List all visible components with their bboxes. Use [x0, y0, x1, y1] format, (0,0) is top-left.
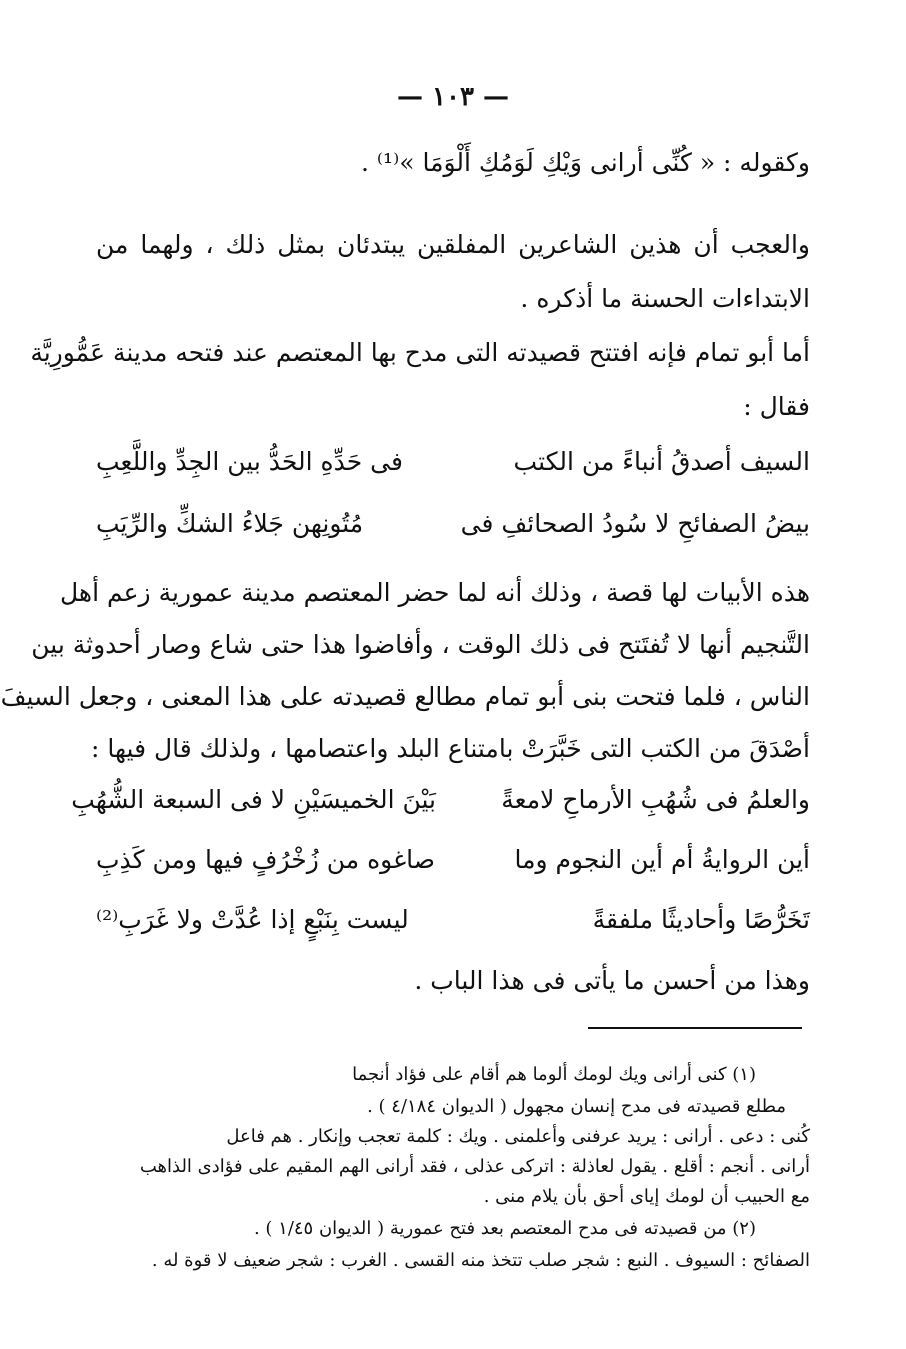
verse-second-hemistich: مُتُونِهن جَلاءُ الشكِّ والرِّيَبِ: [96, 509, 364, 538]
verse-line: [96, 900, 810, 940]
paragraph-line: أصْدَقَ من الكتب التى خَبَّرَتْ بامتناع البلد واعتصامها ، ولذلك قال فيها :: [91, 734, 810, 763]
paragraph-line: والعجب أن هذين الشاعرين المفلقين يبتدئان بمثل ذلك ، ولهما من: [96, 230, 810, 259]
footnote-line: كُنى : دعى . أرانى : يريد عرفنى وأعلمنى . ويك : كلمة تعجب وإنكار . هم فاعل: [226, 1126, 810, 1147]
footnote-line: الصفائح : السيوف . النبع : شجر صلب تتخذ منه القسى . الغرب : شجر ضعيف لا قوة له .: [151, 1250, 810, 1271]
footnote-line: أرانى . أنجم : أقلع . يقول لعاذلة : اتركى عذلى ، فقد أرانى الهم المقيم على فؤادى الذاهب: [139, 1156, 810, 1177]
footnote-line: مطلع قصيدته فى مدح إنسان مجهول ( الديوان ٤/١٨٤ ) .: [367, 1096, 786, 1117]
verse-line: [96, 840, 810, 880]
verse-first-hemistich: السيف أصدقُ أنباءً من الكتب: [513, 447, 810, 476]
paragraph-line: هذه الأبيات لها قصة ، وذلك أنه لما حضر المعتصم مدينة عمورية زعم أهل: [59, 578, 810, 607]
paragraph-line: التَّنجيم أنها لا تُفتَتح فى ذلك الوقت ، وأفاضوا هذا حتى شاع وصار أحدوثة بين: [31, 630, 810, 659]
paragraph-line: الابتداءات الحسنة ما أذكره .: [520, 284, 810, 313]
paragraph-line: الناس ، فلما فتحت بنى أبو تمام مطالع قصيدته على هذا المعنى ، وجعل السيفَ: [0, 682, 810, 711]
page-number: — ١٠٣ —: [396, 82, 510, 112]
verse-first-hemistich: والعلمُ فى شُهُبِ الأرماحِ لامعةً: [501, 785, 810, 814]
verse-second-hemistich: فى حَدِّهِ الحَدُّ بين الجِدِّ واللَّعِبِ: [96, 447, 403, 476]
footnote-line: (١) كنى أرانى ويك لومك ألوما هم أقام على فؤاد أنجما: [352, 1064, 756, 1085]
verse-line: [96, 504, 810, 544]
verse-line: [96, 442, 810, 482]
verse-first-hemistich: تَخَرُّصًا وأحاديثًا ملفقةً: [592, 905, 810, 934]
verse-first-hemistich: أين الروايةُ أم أين النجوم وما: [514, 845, 810, 874]
verse-line: [71, 780, 810, 820]
footnote-line: (٢) من قصيدته فى مدح المعتصم بعد فتح عمورية ( الديوان ١/٤٥ ) .: [253, 1218, 756, 1239]
intro-quote-line: وكقوله : « كُنِّى أرانى وَيْكِ لَوَمُكِ أَلْوَمَا »⁽¹⁾ .: [361, 148, 810, 177]
footnote-line: مع الحبيب أن لومك إياى أحق بأن يلام منى .: [483, 1186, 810, 1207]
closing-line: وهذا من أحسن ما يأتى فى هذا الباب .: [414, 966, 810, 995]
footnote-separator: [588, 1027, 802, 1029]
verse-first-hemistich: بيضُ الصفائحِ لا سُودُ الصحائفِ فى: [460, 509, 810, 538]
verse-second-hemistich: بَيْنَ الخميسَيْنِ لا فى السبعة الشُّهُبِ: [71, 785, 436, 814]
paragraph-line: أما أبو تمام فإنه افتتح قصيدته التى مدح بها المعتصم عند فتحه مدينة عَمُّورِيَّة: [30, 338, 810, 367]
paragraph-line: فقال :: [743, 392, 810, 421]
verse-second-hemistich: صاغوه من زُخْرُفٍ فيها ومن كَذِبِ: [96, 845, 436, 874]
verse-second-hemistich: ليست بِنَبْعٍ إذا عُدَّتْ ولا غَرَبِ⁽²⁾: [96, 905, 409, 934]
